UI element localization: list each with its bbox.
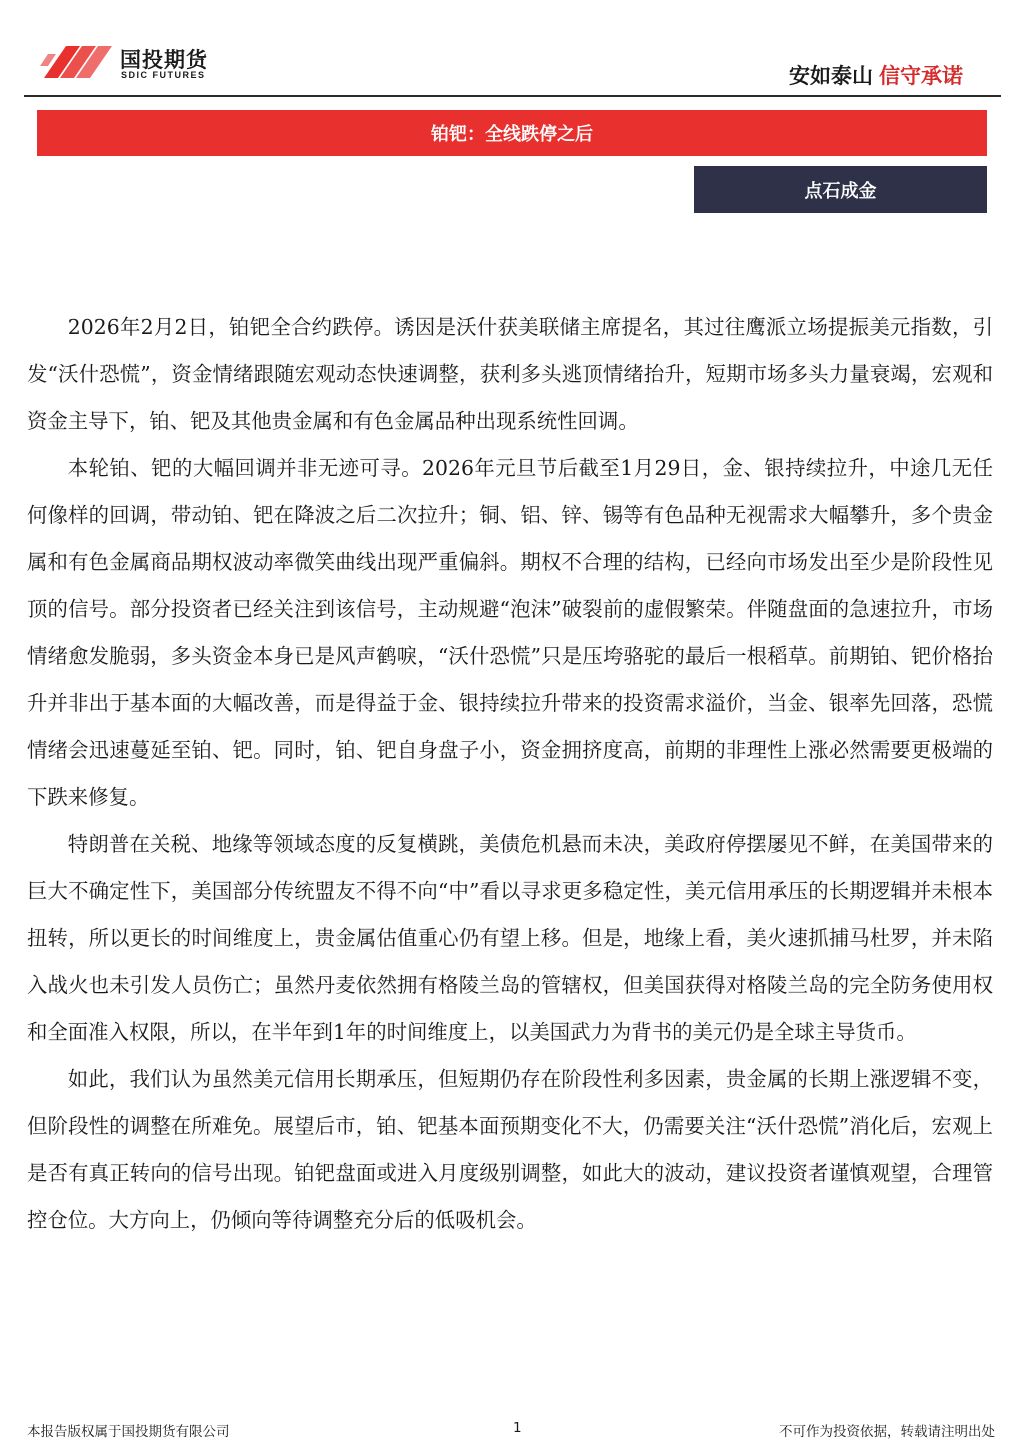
paragraph-4: 如此，我们认为虽然美元信用长期承压，但短期仍存在阶段性利多因素，贵金属的长期上涨逻辑不变，但阶段性的调整在所难免。展望后市，铂、钯基本面预期变化不大，仍需要关注“沃什恐慌”消化后，宏观上是否有真正转向的信号出现。铂钯盘面或进入月度级别调整，如此大的波动，建议投资者谨慎观望，合理管控仓位。大方向上，仍倾向等待调整充分后的低吸机会。 (27, 1067, 993, 1232)
header-divider (24, 95, 1001, 97)
page-number: 1 (513, 1420, 522, 1436)
article-body (27, 304, 993, 1244)
slogan-part1: 安如泰山 (789, 64, 873, 88)
footer-disclaimer: 不可作为投资依据，转载请注明出处 (779, 1424, 995, 1440)
logo-chinese-name: 国投期货 (120, 48, 208, 72)
column-tag (694, 166, 987, 213)
footer-copyright: 本报告版权属于国投期货有限公司 (27, 1424, 230, 1440)
report-title-bar (37, 110, 987, 156)
slogan-part2: 信守承诺 (879, 64, 963, 88)
slogan (789, 60, 963, 90)
paragraph-2: 本轮铂、钯的大幅回调并非无迹可寻。2026年元旦节后截至1月29日，金、银持续拉升，中途几无任何像样的回调，带动铂、钯在降波之后二次拉升；铜、铝、锌、锡等有色品种无视需求大幅攀升，多个贵金属和有色金属商品期权波动率微笑曲线出现严重偏斜。期权不合理的结构，已经向市场发出至少是阶段性见顶的信号。部分投资者已经关注到该信号，主动规避“泡沫”破裂前的虚假繁荣。伴随盘面的急速拉升，市场情绪愈发脆弱，多头资金本身已是风声鹤唳，“沃什恐慌”只是压垮骆驼的最后一根稻草。前期铂、钯价格抬升并非出于基本面的大幅改善，而是得益于金、银持续拉升带来的投资需求溢价，当金、银率先回落，恐慌情绪会迅速蔓延至铂、钯。同时，铂、钯自身盘子小，资金拥挤度高，前期的非理性上涨必然需要更极端的下跌来修复。 (27, 456, 993, 809)
paragraph-3: 特朗普在关税、地缘等领域态度的反复横跳，美债危机悬而未决，美政府停摆屡见不鲜，在美国带来的巨大不确定性下，美国部分传统盟友不得不向“中”看以寻求更多稳定性，美元信用承压的长期逻辑并未根本扭转，所以更长的时间维度上，贵金属估值重心仍有望上移。但是，地缘上看，美火速抓捕马杜罗，并未陷入战火也未引发人员伤亡；虽然丹麦依然拥有格陵兰岛的管辖权，但美国获得对格陵兰岛的完全防务使用权和全面准入权限，所以，在半年到1年的时间维度上，以美国武力为背书的美元仍是全球主导货币。 (27, 832, 993, 1044)
logo-stripes-icon (40, 42, 112, 78)
paragraph-1: 2026年2月2日，铂钯全合约跌停。诱因是沃什获美联储主席提名，其过往鹰派立场提振美元指数，引发“沃什恐慌”，资金情绪跟随宏观动态快速调整，获利多头逃顶情绪抬升，短期市场多头力量衰竭，宏观和资金主导下，铂、钯及其他贵金属和有色金属品种出现系统性回调。 (27, 315, 993, 433)
report-title: 铂钯：全线跌停之后 (431, 124, 593, 145)
column-name: 点石成金 (804, 180, 877, 202)
logo-english-name: SDIC FUTURES (121, 70, 206, 80)
